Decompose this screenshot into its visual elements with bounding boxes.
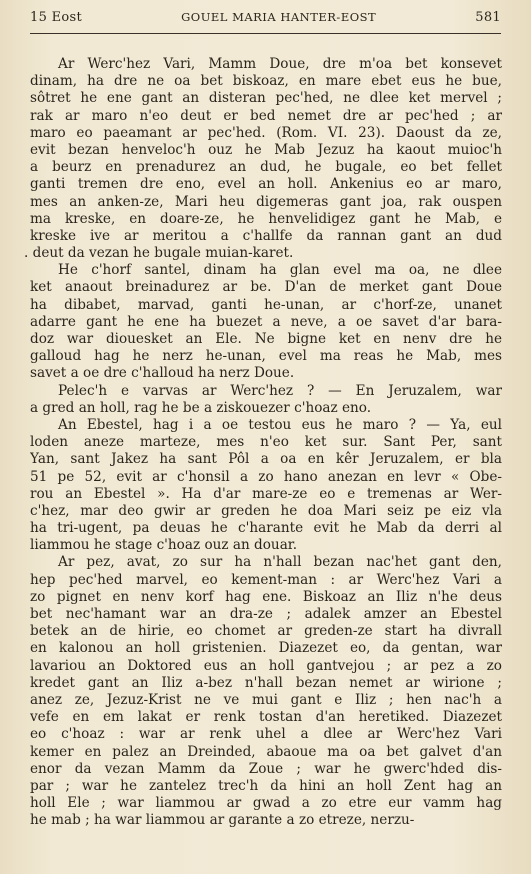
- text-line: a beurz en prenadurez an dud, he bugale, eo bet fellet: [30, 159, 502, 176]
- header-title: GOUEL MARIA HANTER-EOST: [181, 10, 377, 24]
- text-line: enor da vezan Mamm da Zoue ; war he gwerc'hded dis-: [30, 760, 502, 777]
- header-rule: [30, 33, 501, 34]
- text-line: Ar Werc'hez Vari, Mamm Doue, dre m'oa bet konsevet: [58, 56, 502, 72]
- header-date: 15 Eost: [30, 10, 82, 25]
- text-line: Yan, sant Jakez ha sant Pôl a oa en kêr Jeruzalem, er bla: [30, 451, 502, 468]
- text-line: sôtret he ene gant an disteran pec'hed, ne dlee ket mervel ;: [30, 90, 502, 107]
- text-line: rak ar maro n'eo deut er bed nemet dre ar pec'hed ; ar: [30, 107, 502, 124]
- text-line: eo c'hoaz : war ar renk uhel a dlee ar Werc'hez Vari: [30, 726, 502, 743]
- text-line: betek an de hirie, eo chomet ar greden-ze start ha divrall: [30, 623, 502, 640]
- text-line: . deut da vezan he bugale muian-karet.: [24, 245, 294, 262]
- text-line: ma kreske, en doare-ze, he henvelidigez gant he Mab, e: [30, 210, 502, 227]
- text-line: ganti tremen dre eno, evel an holl. Ankenius eo ar maro,: [30, 176, 502, 193]
- text-line: zo pignet en nenv korf hag ene. Biskoaz an Iliz n'he deus: [30, 588, 502, 605]
- text-line: vefe en em lakat er renk tostan d'an heretiked. Diazezet: [30, 709, 502, 726]
- text-line: kreske ive ar meritou a c'hallfe da rannan gant an dud: [30, 227, 502, 244]
- text-line: ha dibabet, marvad, ganti he-unan, ar c'horf-ze, unanet: [30, 296, 502, 313]
- text-line: maro eo paeamant ar pec'hed. (Rom. VI. 23). Daoust da ze,: [30, 124, 502, 141]
- paragraph: [30, 262, 502, 382]
- text-line: holl Ele ; war liammou ar gwad a zo etre eur vamm hag: [30, 795, 502, 812]
- text-line: ket anaout breinadurez ar be. D'an de merket gant Doue: [30, 279, 502, 296]
- text-line: An Ebestel, hag i a oe testou eus he maro ? — Ya, eul: [58, 416, 502, 433]
- text-line: 51 pe 52, evit ar c'honsil a zo hano anezan en levr « Obe-: [30, 468, 502, 485]
- text-line: kredet gant an Iliz a-bez n'hall bezan nemet ar wirione ;: [30, 674, 502, 691]
- paragraph: [30, 417, 502, 555]
- text-line: doz war diouesket an Ele. Ne bigne ket en nenv dre he: [30, 331, 502, 347]
- text-line: bet nec'hamant war an dra-ze ; adalek amzer an Ebestel: [30, 606, 502, 622]
- body-text: [24, 56, 502, 829]
- text-line: dinam, ha dre ne oa bet biskoaz, en mare ebet eus he bue,: [30, 73, 502, 90]
- text-line: He c'horf santel, dinam ha glan evel ma oa, ne dlee: [58, 262, 502, 279]
- text-line: adarre gant he ene ha buezet a neve, a oe savet d'ar bara-: [30, 313, 502, 330]
- text-line: evit bezan henveloc'h ouz he Mab Jezuz ha kaout muioc'h: [30, 141, 502, 158]
- text-line: ha tri-ugent, pa deuas he c'harante evit he Mab da derri al: [30, 520, 502, 537]
- paragraph: [30, 554, 502, 829]
- text-line: he mab ; ha war liammou ar garante a zo etreze, nerzu-: [30, 812, 415, 829]
- text-line: par ; war he zantelez trec'h da hini an holl Zent hag an: [30, 777, 502, 794]
- text-line: Ar pez, avat, zo sur ha n'hall bezan nac'het gant den,: [58, 554, 502, 571]
- text-line: mes an anken-ze, Mari heu digemeras gant joa, rak ouspen: [30, 193, 502, 210]
- paragraph: [24, 56, 502, 262]
- running-header: [30, 10, 501, 32]
- text-line: lavariou an Doktored eus an holl gantvejou ; ar pez a zo: [30, 657, 502, 674]
- paragraph: [30, 383, 502, 417]
- text-line: rou an Ebestel ». Ha d'ar mare-ze eo e tremenas ar Wer-: [30, 485, 502, 502]
- text-line: a gred an holl, rag he be a ziskouezer c'hoaz eno.: [30, 399, 372, 416]
- text-line: loden aneze marteze, mes n'eo ket sur. Sant Per, sant: [30, 434, 502, 451]
- text-line: anez ze, Jezuz-Krist ne ve mui gant e Iliz ; hen nac'h a: [30, 691, 502, 708]
- text-line: Pelec'h e varvas ar Werc'hez ? — En Jeruzalem, war: [58, 382, 502, 399]
- text-line: kemer en palez an Dreinded, abaoue ma oa bet galvet d'an: [30, 743, 502, 760]
- text-line: c'hez, mar deo gwir ar greden he doa Mari seiz pe eiz vla: [30, 502, 502, 519]
- text-line: en kalonou an holl gristenien. Diazezet eo, da gentan, war: [30, 640, 502, 657]
- text-line: liammou he stage c'hoaz ouz an douar.: [30, 537, 298, 554]
- text-line: hep pec'hed marvel, eo kement-man : ar Werc'hez Vari a: [30, 571, 502, 588]
- page-number: 581: [475, 10, 501, 25]
- text-line: galloud hag he nerz he-unan, evel ma reas he Mab, mes: [30, 348, 502, 365]
- text-line: savet a oe dre c'halloud ha nerz Doue.: [30, 365, 295, 382]
